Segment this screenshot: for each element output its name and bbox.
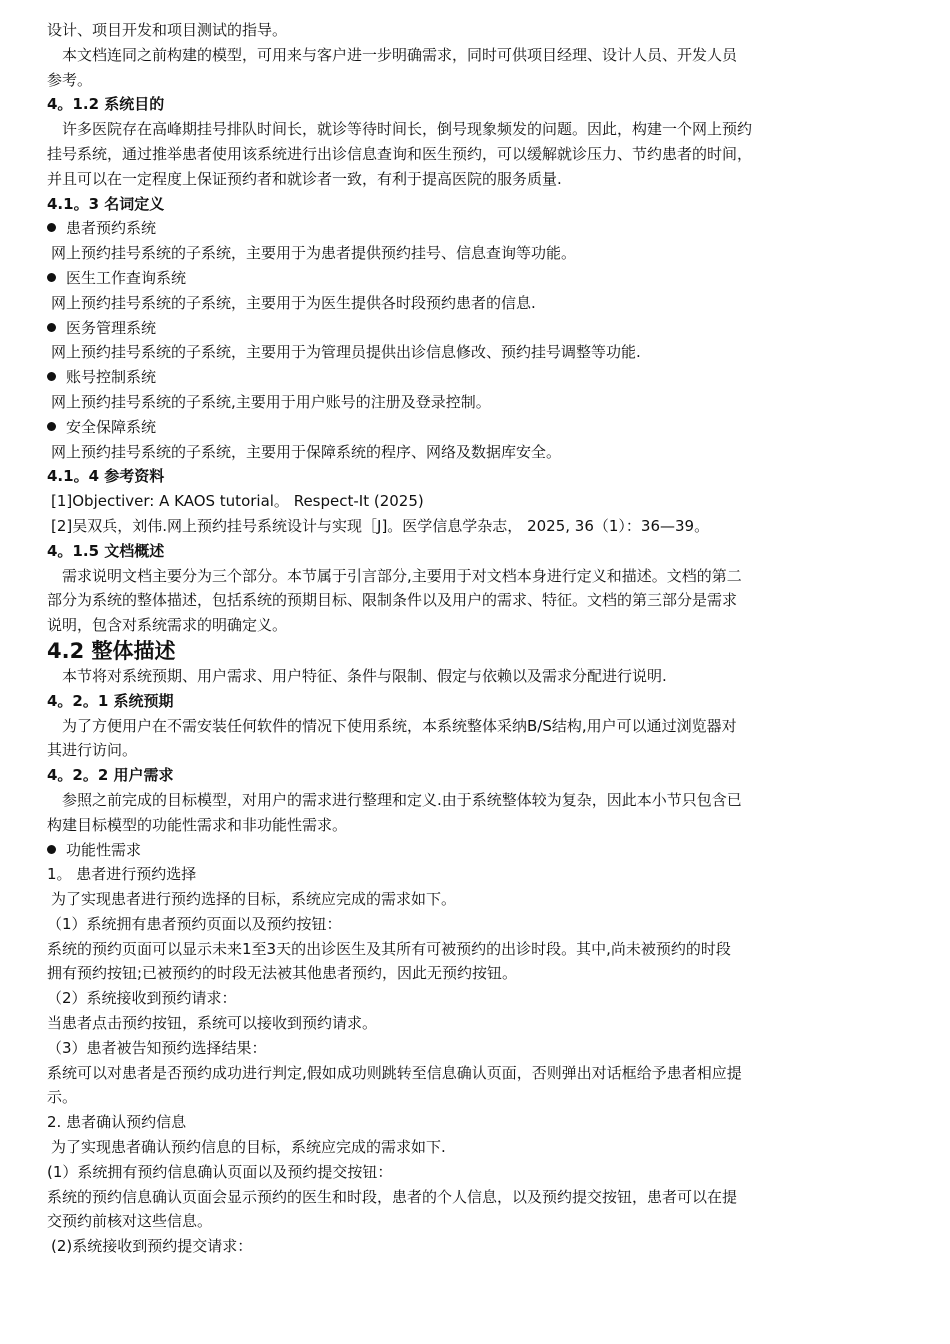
paragraph-line: 其进行访问。	[47, 741, 138, 760]
reference-item: [2]吴双兵，刘伟.网上预约挂号系统设计与实现［J]。医学信息学杂志， 2025, 36（1）：36—39。	[51, 516, 710, 535]
paragraph-line: 本节将对系统预期、用户需求、用户特征、条件与限制、假定与依赖以及需求分配进行说明.	[62, 666, 667, 685]
bullet-item	[47, 415, 905, 440]
list-item: (2)系统接收到预约提交请求：	[51, 1237, 253, 1256]
paragraph-line: 为了实现患者确认预约信息的目标，系统应完成的需求如下.	[51, 1138, 446, 1157]
section-heading: 4.1。4 参考资料	[47, 467, 165, 486]
bullet-item	[47, 838, 905, 863]
section-heading: 4.1。3 名词定义	[47, 194, 165, 213]
paragraph-line: 系统的预约页面可以显示未来1至3天的出诊医生及其所有可被预约的出诊时段。其中,尚未被预约的时段	[47, 939, 731, 958]
paragraph-line: 设计、项目开发和项目测试的指导。	[47, 21, 288, 39]
paragraph-line: 网上预约挂号系统的子系统，主要用于为患者提供预约挂号、信息查询等功能。	[51, 244, 577, 263]
paragraph-line: 交预约前核对这些信息。	[47, 1212, 213, 1231]
bullet-label: 功能性需求	[66, 840, 142, 859]
bullet-item	[47, 365, 905, 390]
paragraph-line: 本文档连同之前构建的模型，可用来与客户进一步明确需求，同时可供项目经理、设计人员、开发人员	[62, 45, 738, 64]
document-page	[47, 18, 905, 1259]
paragraph-line: 系统的预约信息确认页面会显示预约的医生和时段，患者的个人信息，以及预约提交按钮，患者可以在提	[47, 1187, 738, 1206]
chapter-heading: 4.2 整体描述	[47, 638, 176, 663]
paragraph-line: 参照之前完成的目标模型，对用户的需求进行整理和定义.由于系统整体较为复杂，因此本小节只包含已	[62, 790, 742, 809]
section-heading: 4。2。1 系统预期	[47, 691, 174, 710]
paragraph-line: 需求说明文档主要分为三个部分。本节属于引言部分,主要用于对文档本身进行定义和描述。文档的第二	[62, 566, 742, 585]
bullet-icon	[47, 845, 56, 854]
list-item: （1）系统拥有患者预约页面以及预约按钮：	[47, 914, 342, 933]
bullet-icon	[47, 223, 56, 232]
list-item: (1）系统拥有预约信息确认页面以及预约提交按钮：	[47, 1162, 393, 1181]
paragraph-line: 系统可以对患者是否预约成功进行判定,假如成功则跳转至信息确认页面，否则弹出对话框给予患者相应提	[47, 1063, 742, 1082]
paragraph-line: 并且可以在一定程度上保证预约者和就诊者一致，有利于提高医院的服务质量.	[47, 169, 562, 188]
paragraph-line: 挂号系统，通过推举患者使用该系统进行出诊信息查询和医生预约，可以缓解就诊压力、节约患者的时间，	[47, 144, 753, 163]
paragraph-line: 构建目标模型的功能性需求和非功能性需求。	[47, 815, 348, 834]
paragraph-line: 参考。	[47, 70, 93, 89]
bullet-label: 患者预约系统	[66, 219, 157, 238]
bullet-icon	[47, 422, 56, 431]
section-heading: 4。1.2 系统目的	[47, 95, 165, 114]
paragraph-line: 部分为系统的整体描述，包括系统的预期目标、限制条件以及用户的需求、特征。文档的第三部分是需求	[47, 591, 738, 610]
bullet-label: 医生工作查询系统	[66, 268, 187, 287]
paragraph-line: 网上预约挂号系统的子系统,主要用于用户账号的注册及登录控制。	[51, 392, 491, 411]
bullet-item	[47, 266, 905, 291]
paragraph-line: 网上预约挂号系统的子系统，主要用于为管理员提供出诊信息修改、预约挂号调整等功能.	[51, 343, 641, 362]
bullet-label: 安全保障系统	[66, 417, 157, 436]
paragraph-line: 为了方便用户在不需安装任何软件的情况下使用系统，本系统整体采纳B/S结构,用户可以通过浏览器对	[62, 716, 737, 735]
paragraph-line: 示。	[47, 1088, 78, 1107]
paragraph-line: 说明，包含对系统需求的明确定义。	[47, 616, 288, 635]
paragraph-line: 网上预约挂号系统的子系统，主要用于保障系统的程序、网络及数据库安全。	[51, 442, 562, 461]
reference-item: [1]Objectiver: A KAOS tutorial。 Respect-It (2025)	[51, 492, 424, 511]
section-heading: 4。1.5 文档概述	[47, 541, 165, 560]
paragraph-line: 为了实现患者进行预约选择的目标，系统应完成的需求如下。	[51, 890, 457, 909]
list-item: （3）患者被告知预约选择结果：	[47, 1038, 267, 1057]
bullet-icon	[47, 323, 56, 332]
list-item: 2. 患者确认预约信息	[47, 1113, 187, 1132]
paragraph-line: 网上预约挂号系统的子系统，主要用于为医生提供各时段预约患者的信息.	[51, 293, 536, 312]
list-item: 1。 患者进行预约选择	[47, 865, 197, 884]
bullet-label: 医务管理系统	[66, 318, 157, 337]
bullet-label: 账号控制系统	[66, 368, 157, 387]
bullet-item	[47, 216, 905, 241]
bullet-icon	[47, 372, 56, 381]
bullet-item	[47, 316, 905, 341]
section-heading: 4。2。2 用户需求	[47, 766, 174, 785]
paragraph-line: 拥有预约按钮;已被预约的时段无法被其他患者预约，因此无预约按钮。	[47, 964, 518, 983]
paragraph-line: 当患者点击预约按钮，系统可以接收到预约请求。	[47, 1014, 378, 1033]
paragraph-line: 许多医院存在高峰期挂号排队时间长，就诊等待时间长，倒号现象频发的问题。因此，构建一个网上预约	[62, 120, 753, 139]
list-item: （2）系统接收到预约请求：	[47, 989, 237, 1008]
bullet-icon	[47, 273, 56, 282]
